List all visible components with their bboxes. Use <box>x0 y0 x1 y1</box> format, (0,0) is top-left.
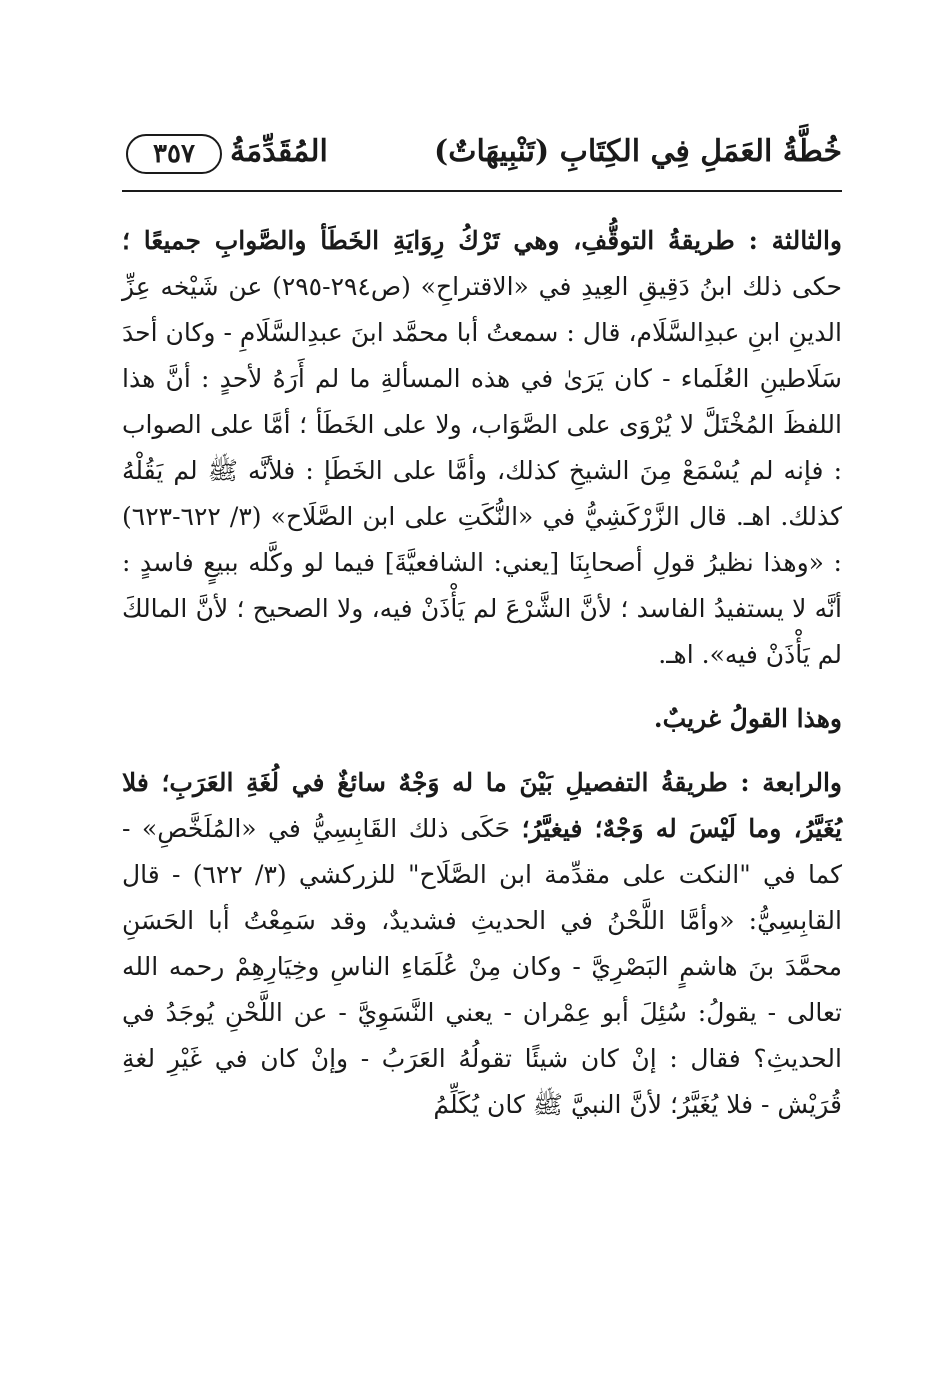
running-title: خُطَّةُ العَمَلِ فِي الكِتَابِ (تَنْبِيهَاتٌ) <box>434 134 842 169</box>
paragraph-strange-opinion <box>122 696 842 742</box>
page-number-badge <box>126 134 222 174</box>
paragraph-fourth-method <box>122 760 842 1128</box>
page-header <box>122 120 842 182</box>
paragraph-text: حكى ذلك ابنُ دَقِيقِ العِيدِ في «الاقتراحِ» (ص٢٩٤-٢٩٥) عن شَيْخه عِزِّ الدينِ ابنِ عبدِالسَّلَام، قال : سمعتُ أبا محمَّد ابنَ عبدِالسَّلَامِ - وكان أحدَ سَلَاطينِ العُلَماء - كان يَرَىٰ في هذه المسألةِ ما لم أَرَهُ لأحدٍ : أنَّ هذا اللفظَ المُخْتَلَّ لا يُرْوَى على الصَّوَاب، ولا على الخَطَأ ؛ أمَّا على الصواب : فإنه لم يُسْمَعْ مِنَ الشيخِ كذلك، وأمَّا على الخَطَإ : فلأنَّه ﷺ لم يَقُلْهُ كذلك. اهـ. قال الزَّرْكَشِيُّ في «النُّكَتِ على ابن الصَّلَاح» (٣/ ٦٢٢-٦٢٣) : «وهذا نظيرُ قولِ أصحابِنَا [يعني: الشافعيَّةَ] فيما لو وكَّله ببيعٍ فاسدٍ : أنَّه لا يستفيدُ الفاسد ؛ لأنَّ الشَّرْعَ لم يَأْذَنْ فيه، ولا الصحيح ؛ لأنَّ المالكَ لم يَأْذَنْ فيه». اهـ. <box>122 272 842 669</box>
paragraph-third-method <box>122 218 842 678</box>
paragraph-lead: وهذا القولُ غريبٌ. <box>653 704 842 733</box>
section-label: المُقَدِّمَةُ <box>230 134 328 169</box>
paragraph-text: حَكَى ذلك القَابِسِيُّ في «المُلَخَّصِ» - كما في "النكت على مقدِّمة ابن الصَّلَاح" للزركشي (٣/ ٦٢٢) - قال القابِسِيُّ: «وأمَّا اللَّحْنُ في الحديثِ فشديدٌ، وقد سَمِعْتُ أبا الحَسَنِ محمَّدَ بنَ هاشمٍ البَصْرِيَّ - وكان مِنْ عُلَمَاءِ الناسِ وخِيَارِهِمْ رحمه الله تعالى - يقولُ: سُئِلَ أبو عِمْران - يعني النَّسَوِيَّ - عن اللَّحْنِ يُوجَدُ في الحديثِ؟ فقال : إنْ كان شيئًا تقولُهُ العَرَبُ - وإنْ كان في غَيْرِ لغةِ قُرَيْش - فلا يُغَيَّرُ؛ لأنَّ النبيَّ ﷺ كان يُكَلِّمُ <box>122 814 842 1119</box>
body-text <box>122 218 842 1128</box>
page-number: ٣٥٧ <box>153 139 195 169</box>
paragraph-lead: والثالثة : طريقةُ التوقُّفِ، وهي تَرْكُ رِوَايَةِ الخَطَأ والصَّوابِ جميعًا ؛ <box>122 226 842 255</box>
paragraph-lead: والرابعة : طريقةُ التفصيلِ بَيْنَ ما له وَجْهٌ سائغٌ في لُغَةِ العَرَبِ؛ فلا يُغَيَّرُ، وما لَيْسَ له وَجْهٌ؛ فيغيَّرُ؛ <box>122 768 843 843</box>
header-divider <box>122 190 842 192</box>
